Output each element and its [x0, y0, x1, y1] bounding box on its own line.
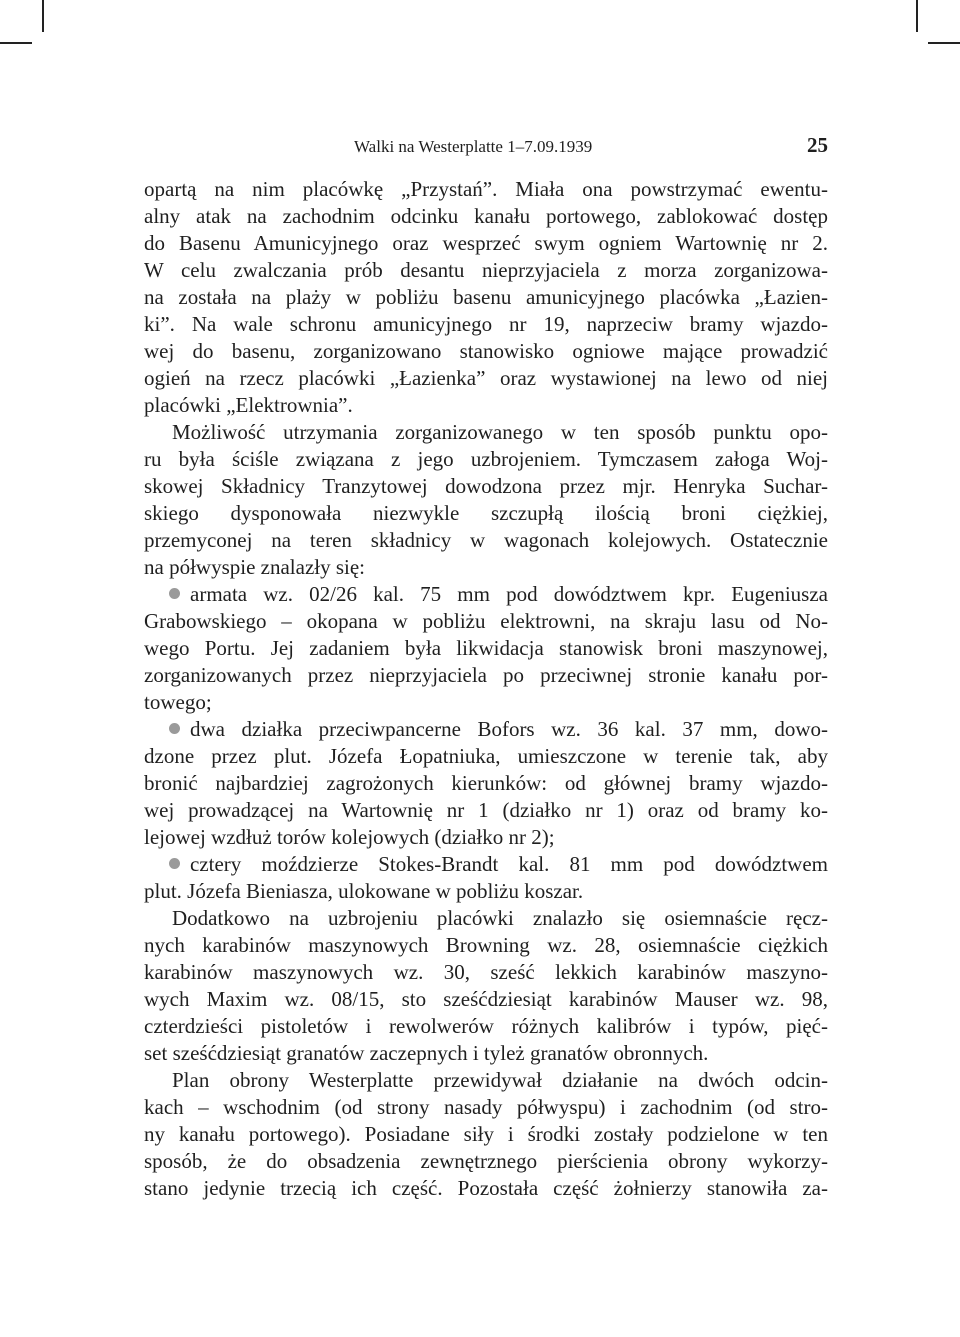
page-header [144, 134, 828, 160]
crop-mark-left-top [0, 42, 32, 44]
text-line: cztery moździerze Stokes-Brandt kal. 81 mm pod dowództwem [190, 852, 828, 876]
text-line: zorganizowanych przez nieprzyjaciela po przeciwnej stronie kanału por- [144, 663, 828, 687]
text-line: wych Maxim wz. 08/15, sto sześćdziesiąt karabinów Mauser wz. 98, [144, 987, 828, 1011]
text-line: towego; [144, 690, 212, 714]
text-line: plut. Józefa Bieniasza, ulokowane w pobliżu koszar. [144, 879, 584, 903]
text-line: ny kanału portowego). Posiadane siły i środki zostały podzielone w ten [144, 1122, 828, 1146]
text-line: skowej Składnicy Tranzytowej dowodzona przez mjr. Henryka Suchar- [144, 474, 828, 498]
text-line: placówki „Elektrownia”. [144, 393, 353, 417]
text-line: W celu zwalczania prób desantu nieprzyjaciela z morza zorganizowa- [144, 258, 828, 282]
text-line: skiego dysponowała niezwykle szczupłą ilością broni ciężkiej, [144, 501, 828, 525]
text-line: dwa działka przeciwpancerne Bofors wz. 36 kal. 37 mm, dowo- [190, 717, 828, 741]
text-line: ru była ściśle związana z jego uzbrojeniem. Tymczasem załoga Woj- [144, 447, 828, 471]
list-item-line [144, 716, 828, 743]
text-line: na półwyspie znalazły się: [144, 555, 366, 579]
text-line: nych karabinów maszynowych Browning wz. 28, osiemnaście ciężkich [144, 933, 828, 957]
text-line: wego Portu. Jej zadaniem była likwidacja stanowisk broni maszynowej, [144, 636, 828, 660]
text-line: stano jedynie trzecią ich część. Pozostała część żołnierzy stanowiła za- [144, 1176, 828, 1200]
crop-mark-right-top [928, 42, 960, 44]
text-line: do Basenu Amunicyjnego oraz wesprzeć swym ogniem Wartownię nr 2. [144, 231, 828, 255]
text-line: dzone przez plut. Józefa Łopatniuka, umieszczone w terenie tak, aby [144, 744, 828, 768]
text-line: wej do basenu, zorganizowano stanowisko ogniowe mające prowadzić [144, 339, 828, 363]
crop-mark-top-left [42, 0, 44, 32]
text-line: wej prowadzącej na Wartownię nr 1 (działko nr 1) oraz od bramy ko- [144, 798, 828, 822]
bullet-icon [169, 588, 180, 599]
text-line: Dodatkowo na uzbrojeniu placówki znalazło się osiemnaście ręcz- [172, 906, 828, 930]
text-line: czterdzieści pistoletów i rewolwerów różnych kalibrów i typów, pięć- [144, 1014, 828, 1038]
text-line: kach – wschodnim (od strony nasady półwyspu) i zachodnim (od stro- [144, 1095, 828, 1119]
text-line: przemyconej na teren składnicy w wagonach kolejowych. Ostatecznie [144, 528, 828, 552]
text-line: armata wz. 02/26 kal. 75 mm pod dowództwem kpr. Eugeniusza [190, 582, 828, 606]
text-line: Możliwość utrzymania zorganizowanego w ten sposób punktu opo- [172, 420, 828, 444]
running-title: Walki na Westerplatte 1–7.09.1939 [354, 137, 593, 156]
text-line: karabinów maszynowych wz. 30, sześć lekkich karabinów maszyno- [144, 960, 828, 984]
text-line: Grabowskiego – okopana w pobliżu elektrowni, na skraju lasu od No- [144, 609, 828, 633]
text-line: Plan obrony Westerplatte przewidywał działanie na dwóch odcin- [172, 1068, 828, 1092]
text-line: set sześćdziesiąt granatów zaczepnych i tyleż granatów obronnych. [144, 1041, 709, 1065]
body-text [144, 176, 828, 1202]
page-number: 25 [807, 133, 828, 157]
text-line: lejowej wzdłuż torów kolejowych (działko nr 2); [144, 825, 555, 849]
list-item-line [144, 581, 828, 608]
text-line: na została na plaży w pobliżu basenu amunicyjnego placówka „Łazien- [144, 285, 828, 309]
text-line: opartą na nim placówkę „Przystań”. Miała ona powstrzymać ewentu- [144, 177, 828, 201]
list-item-line [144, 851, 828, 878]
text-line: bronić najbardziej zagrożonych kierunków: od głównej bramy wjazdo- [144, 771, 828, 795]
bullet-icon [169, 858, 180, 869]
bullet-icon [169, 723, 180, 734]
text-line: ki”. Na wale schronu amunicyjnego nr 19, naprzeciw bramy wjazdo- [144, 312, 828, 336]
text-line: sposób, że do obsadzenia zewnętrznego pierścienia obrony wykorzy- [144, 1149, 828, 1173]
text-line: ogień na rzecz placówki „Łazienka” oraz wystawionej na lewo od niej [144, 366, 828, 390]
crop-mark-top-right [916, 0, 918, 32]
text-line: alny atak na zachodnim odcinku kanału portowego, zablokować dostęp [144, 204, 828, 228]
